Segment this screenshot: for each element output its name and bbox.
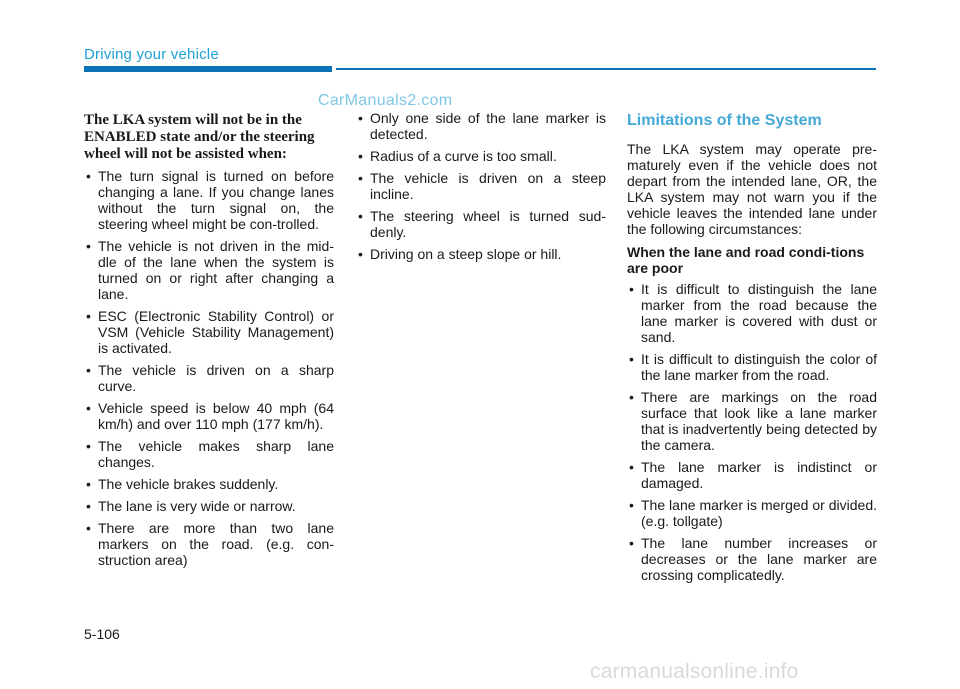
list-item: • Driving on a steep slope or hill. (356, 246, 606, 262)
list-item: • The steering wheel is turned sud-denly. (356, 208, 606, 240)
limitations-heading: Limitations of the System (627, 112, 822, 129)
list-item: • Radius of a curve is too small. (356, 148, 606, 164)
list-item: • The turn signal is turned on before changing a lane. If you change lanes without the turn signal on, the steering wheel might be con-trolled. (84, 168, 334, 232)
list-item: • The vehicle is driven on a sharp curve. (84, 362, 334, 394)
watermark-link[interactable]: CarManuals2.com (318, 92, 453, 109)
lka-conditions-heading: The LKA system will not be in the ENABLED state and/or the steering wheel will not be assisted when: (84, 112, 315, 162)
lka-conditions-list-continued (356, 110, 606, 262)
list-item: • Vehicle speed is below 40 mph (64 km/h) and over 110 mph (177 km/h). (84, 400, 334, 432)
column-left (84, 112, 334, 574)
list-item: • The vehicle makes sharp lane changes. (84, 438, 334, 470)
column-right (627, 112, 877, 589)
list-item: • Only one side of the lane marker is detected. (356, 110, 606, 142)
lka-conditions-list (84, 168, 334, 568)
list-item: • It is difficult to distinguish the lane marker from the road because the lane marker is covered with dust or sand. (627, 281, 877, 345)
limitations-intro: The LKA system may operate pre-maturely even if the vehicle does not depart from the intended lane, OR, the LKA system may not warn you if the vehicle leaves the intended lane under the following circumstances: (627, 141, 877, 237)
list-item: • The vehicle brakes suddenly. (84, 476, 334, 492)
list-item: • The vehicle is driven on a steep incline. (356, 170, 606, 202)
header-rule-thick (84, 66, 332, 72)
list-item: • The lane marker is merged or divided. (e.g. tollgate) (627, 497, 877, 529)
list-item: • ESC (Electronic Stability Control) or VSM (Vehicle Stability Management) is activated. (84, 308, 334, 356)
header-rule-thin (336, 68, 876, 70)
list-item: • The lane marker is indistinct or damaged. (627, 459, 877, 491)
poor-conditions-list (627, 281, 877, 583)
list-item: • The lane number increases or decreases or the lane marker are crossing complicatedly. (627, 535, 877, 583)
list-item: • There are more than two lane markers on the road. (e.g. con-struction area) (84, 520, 334, 568)
footer-site-mark: carmanualsonline.info (590, 660, 799, 683)
poor-conditions-subheading: When the lane and road condi-tions are poor (627, 244, 865, 276)
column-middle (356, 110, 606, 268)
list-item: • There are markings on the road surface that look like a lane marker that is inadvertently being detected by the camera. (627, 389, 877, 453)
section-title: Driving your vehicle (84, 46, 219, 63)
page-number: 5-106 (84, 626, 120, 642)
list-item: • The vehicle is not driven in the mid-dle of the lane when the system is turned on or right after changing a lane. (84, 238, 334, 302)
list-item: • It is difficult to distinguish the color of the lane marker from the road. (627, 351, 877, 383)
list-item: • The lane is very wide or narrow. (84, 498, 334, 514)
